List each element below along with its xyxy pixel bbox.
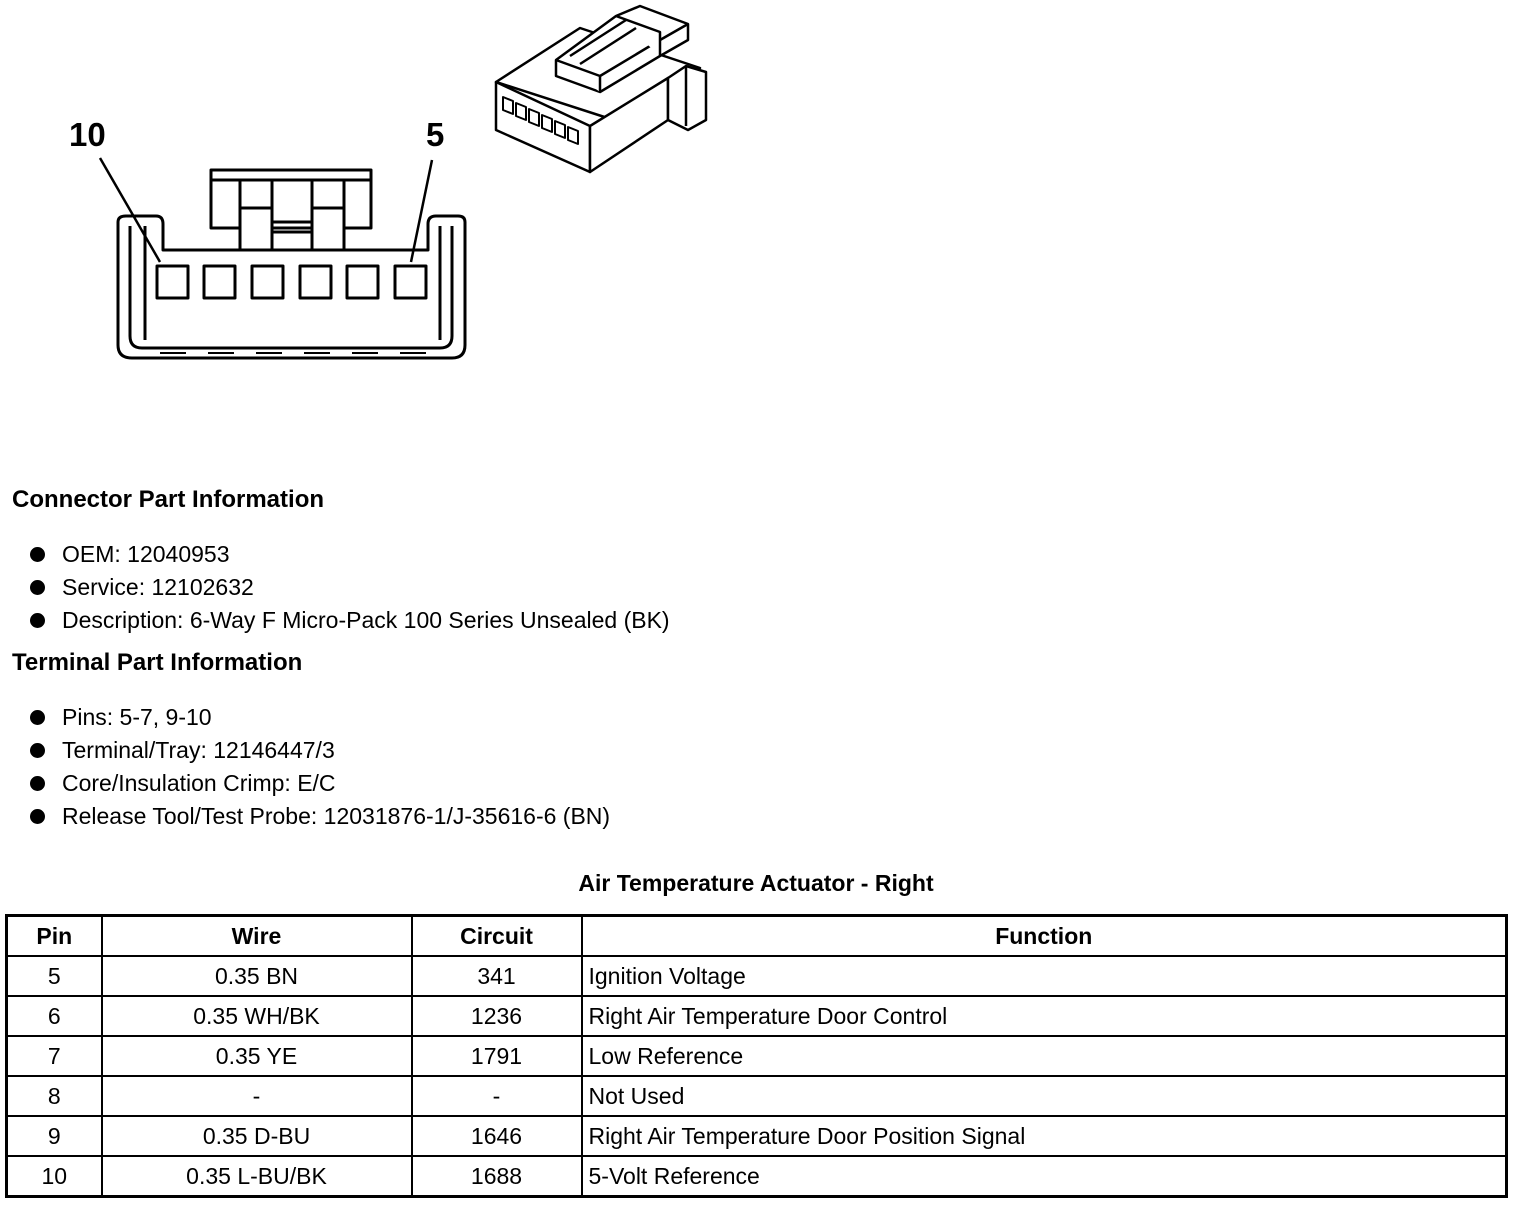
function-cell: Ignition Voltage	[582, 956, 1507, 996]
pin-cell: 9	[7, 1116, 102, 1156]
table-title: Air Temperature Actuator - Right	[578, 870, 934, 896]
wire-cell: 0.35 D-BU	[102, 1116, 412, 1156]
circuit-cell: 1791	[412, 1036, 582, 1076]
table-row	[7, 1156, 1507, 1197]
circuit-cell: 1688	[412, 1156, 582, 1197]
wire-cell: -	[102, 1076, 412, 1116]
connector-part-heading: Connector Part Information	[12, 486, 325, 513]
list-item: Pins: 5-7, 9-10	[28, 701, 610, 734]
bullet-icon	[30, 710, 45, 725]
table-row	[7, 956, 1507, 996]
circuit-cell: 341	[412, 956, 582, 996]
circuit-cell: -	[412, 1076, 582, 1116]
table-row	[7, 1076, 1507, 1116]
column-header-pin: Pin	[7, 916, 102, 957]
function-cell: Not Used	[582, 1076, 1507, 1116]
terminal-part-list	[28, 701, 610, 833]
pin-table	[5, 914, 1508, 1198]
list-item: Core/Insulation Crimp: E/C	[28, 767, 610, 800]
function-cell: Right Air Temperature Door Position Signal	[582, 1116, 1507, 1156]
bullet-icon	[30, 809, 45, 824]
function-cell: Right Air Temperature Door Control	[582, 996, 1507, 1036]
connector-part-list	[28, 538, 670, 637]
pin-cell: 10	[7, 1156, 102, 1197]
circuit-cell: 1646	[412, 1116, 582, 1156]
list-item: Terminal/Tray: 12146447/3	[28, 734, 610, 767]
pin-cell: 8	[7, 1076, 102, 1116]
table-row	[7, 1036, 1507, 1076]
table-header-row	[7, 916, 1507, 957]
column-header-circuit: Circuit	[412, 916, 582, 957]
list-item: OEM: 12040953	[28, 538, 670, 571]
bullet-icon	[30, 743, 45, 758]
table-row	[7, 1116, 1507, 1156]
bullet-icon	[30, 776, 45, 791]
function-cell: 5-Volt Reference	[582, 1156, 1507, 1197]
connector-body	[118, 216, 465, 358]
table-row	[7, 996, 1507, 1036]
pin-cell: 5	[7, 956, 102, 996]
wire-cell: 0.35 BN	[102, 956, 412, 996]
connector-isometric-diagram	[0, 0, 720, 190]
bullet-icon	[30, 547, 45, 562]
list-item: Description: 6-Way F Micro-Pack 100 Series Unsealed (BK)	[28, 604, 670, 637]
circuit-cell: 1236	[412, 996, 582, 1036]
wire-cell: 0.35 L-BU/BK	[102, 1156, 412, 1197]
pin-5-callout: 5	[426, 116, 445, 153]
function-cell: Low Reference	[582, 1036, 1507, 1076]
terminal-part-heading: Terminal Part Information	[12, 649, 303, 676]
bullet-icon	[30, 580, 45, 595]
column-header-wire: Wire	[102, 916, 412, 957]
bullet-icon	[30, 613, 45, 628]
column-header-function: Function	[582, 916, 1507, 957]
wire-cell: 0.35 YE	[102, 1036, 412, 1076]
wire-cell: 0.35 WH/BK	[102, 996, 412, 1036]
list-item: Release Tool/Test Probe: 12031876-1/J-35616-6 (BN)	[28, 800, 610, 833]
list-item: Service: 12102632	[28, 571, 670, 604]
pin-cell: 6	[7, 996, 102, 1036]
pin-10-callout: 10	[69, 116, 106, 153]
pin-cell: 7	[7, 1036, 102, 1076]
